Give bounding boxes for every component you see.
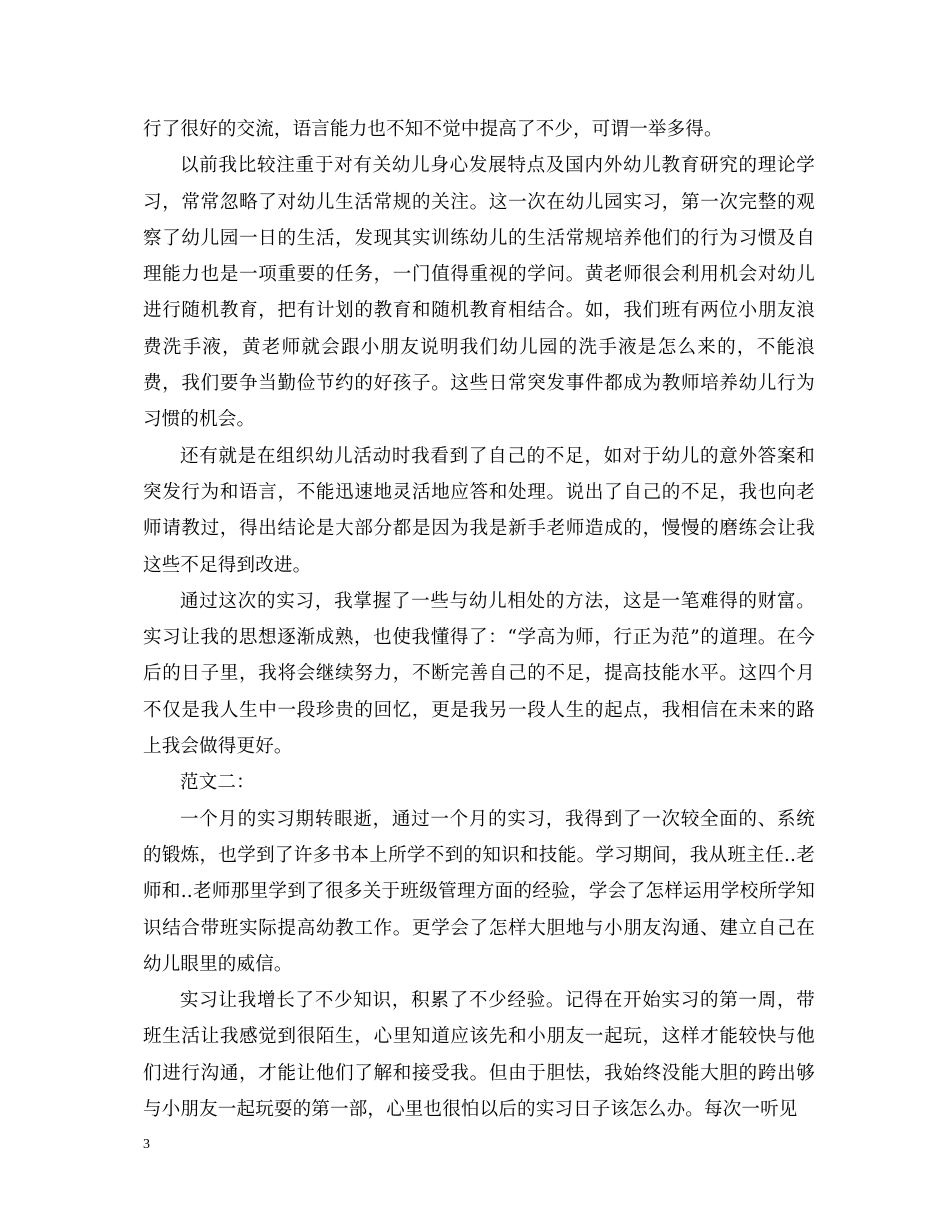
paragraph-1: 行了很好的交流，语言能力也不知不觉中提高了不少，可谓一举多得。	[143, 119, 723, 140]
paragraph-3: 还有就是在组织幼儿活动时我看到了自己的不足，如对于幼儿的意外答案和突发行为和语言，不能迅速地灵活地应答和处理。说出了自己的不足，我也向老师请教过，得出结论是大部分都是因为我是新手老师造成的，慢慢的磨练会让我这些不足得到改进。	[143, 445, 815, 576]
paragraph-4: 通过这次的实习，我掌握了一些与幼儿相处的方法，这是一笔难得的财富。实习让我的思想逐渐成熟，也使我懂得了：“学高为师，行正为范”的道理。在今后的日子里，我将会继续努力，不断完善自己的不足，提高技能水平。这四个月不仅是我人生中一段珍贵的回忆，更是我另一段人生的起点，我相信在未来的路上我会做得更好。	[143, 590, 815, 758]
paragraph-2: 以前我比较注重于对有关幼儿身心发展特点及国内外幼儿教育研究的理论学习，常常忽略了对幼儿生活常规的关注。这一次在幼儿园实习，第一次完整的观察了幼儿园一日的生活，发现其实训练幼儿的生活常规培养他们的行为习惯及自理能力也是一项重要的任务，一门值得重视的学问。黄老师很会利用机会对幼儿进行随机教育，把有计划的教育和随机教育相结合。如，我们班有两位小朋友浪费洗手液，黄老师就会跟小朋友说明我们幼儿园的洗手液是怎么来的，不能浪费，我们要争当勤俭节约的好孩子。这些日常突发事件都成为教师培养幼儿行为习惯的机会。	[143, 155, 815, 431]
paragraph-5: 一个月的实习期转眼逝，通过一个月的实习，我得到了一次较全面的、系统的锻炼，也学到了许多书本上所学不到的知识和技能。学习期间，我从班主任..老师和..老师那里学到了很多关于班级管理方面的经验，学会了怎样运用学校所学知识结合带班实际提高幼教工作。更学会了怎样大胆地与小朋友沟通、建立自己在幼儿眼里的威信。	[143, 808, 815, 975]
body-text	[143, 112, 815, 1128]
page-number: 3	[143, 1137, 150, 1152]
section-heading: 范文二：	[180, 772, 255, 794]
paragraph-6: 实习让我增长了不少知识，积累了不少经验。记得在开始实习的第一周，带班生活让我感觉到很陌生，心里知道应该先和小朋友一起玩，这样才能较快与他们进行沟通，才能让他们了解和接受我。但由于胆怯，我始终没能大胆的跨出够与小朋友一起玩耍的第一部，心里也很怕以后的实习日子该怎么办。每次一听见	[143, 990, 815, 1121]
